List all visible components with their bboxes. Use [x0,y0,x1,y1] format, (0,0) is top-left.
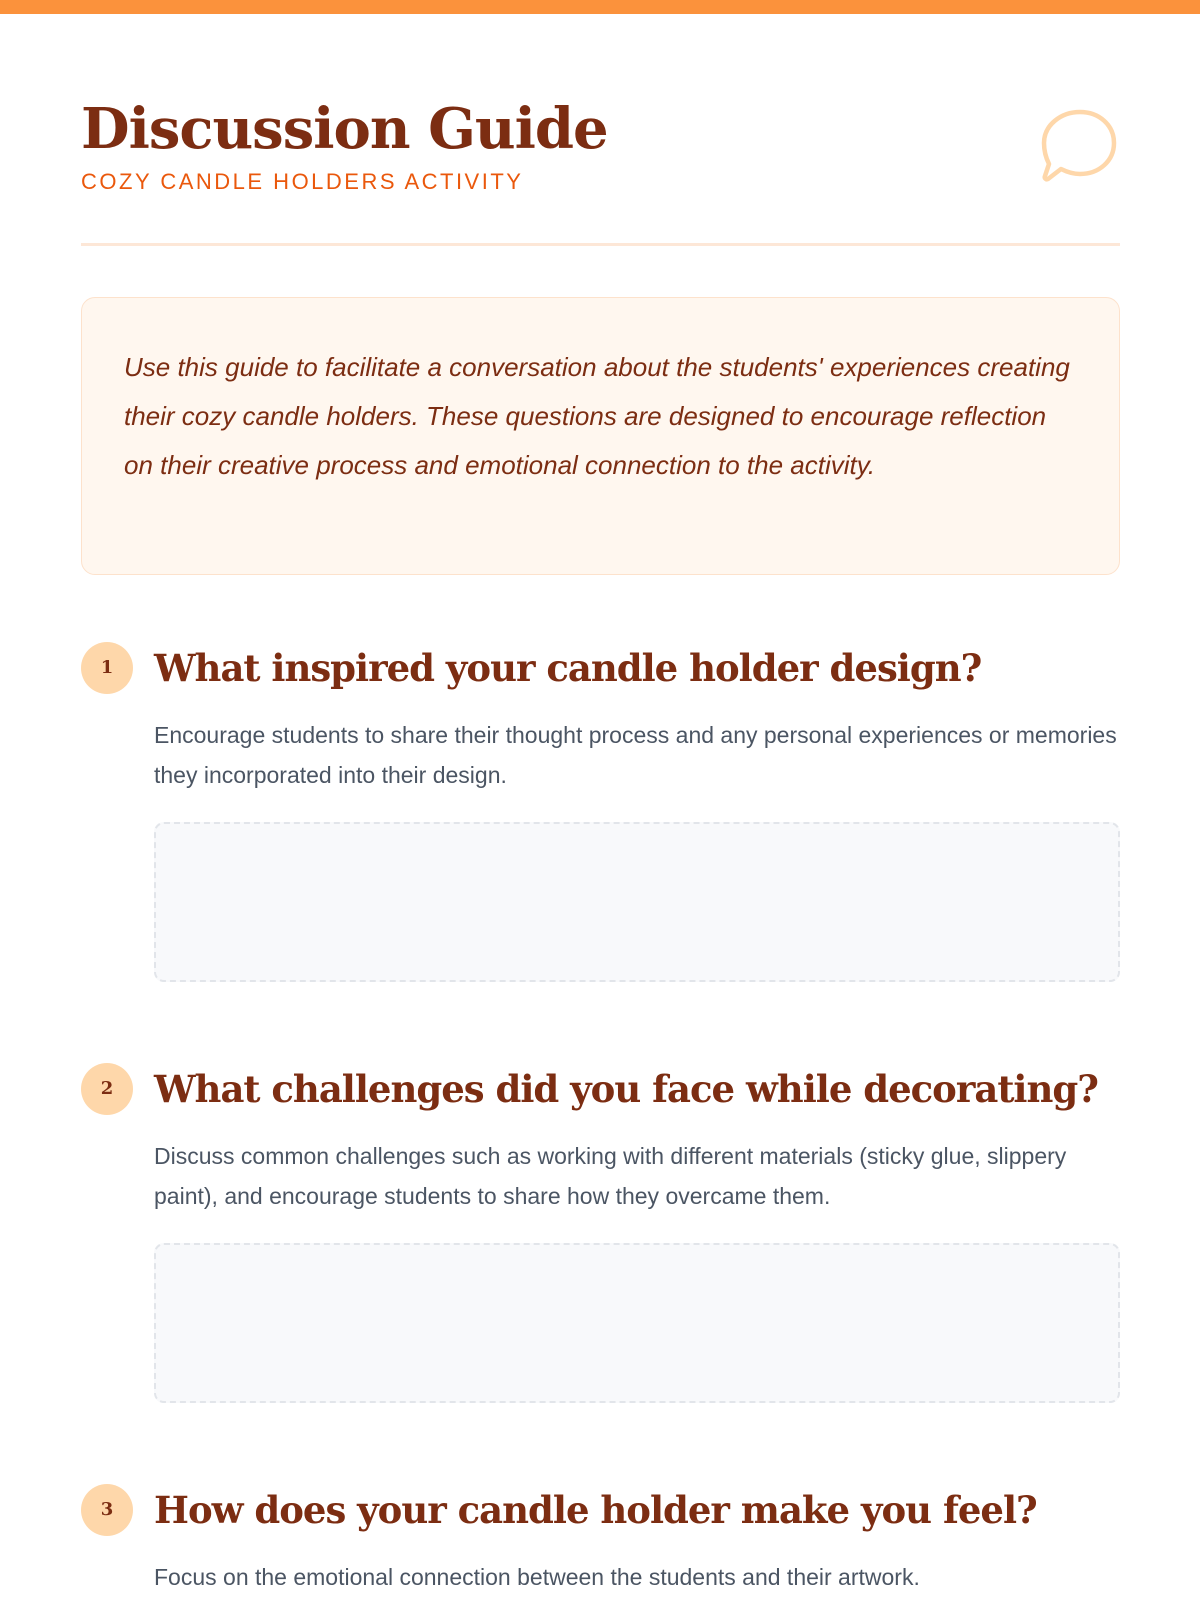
question-number-badge: 2 [81,1063,133,1115]
page-subtitle: COZY CANDLE HOLDERS ACTIVITY [81,169,524,194]
question-description: Encourage students to share their thought process and any personal experiences or memories they incorporated into their design. [154,722,1117,788]
question-title: What inspired your candle holder design? [154,646,982,690]
discussion-guide-page [81,0,1120,1590]
intro-text: Use this guide to facilitate a conversation about the students' experiences creating their cozy candle holders. These questions are designed to encourage reflection on their creative process and emotional connection to the activity. [124,352,1070,480]
question-number-badge: 3 [81,1484,133,1536]
question-description: Focus on the emotional connection between the students and their artwork. [154,1564,920,1590]
question-description: Discuss common challenges such as working with different materials (sticky glue, slippery paint), and encourage students to share how they overcame them. [154,1143,1067,1209]
page-title: Discussion Guide [81,96,608,162]
page-header [81,0,1120,246]
answer-box[interactable] [154,822,1120,982]
question-title: How does your candle holder make you feel? [154,1488,1037,1532]
chat-bubble-icon [1040,106,1120,186]
intro-box [81,297,1120,575]
answer-box[interactable] [154,1243,1120,1403]
question-number-badge: 1 [81,642,133,694]
question-title: What challenges did you face while decorating? [154,1067,1098,1111]
